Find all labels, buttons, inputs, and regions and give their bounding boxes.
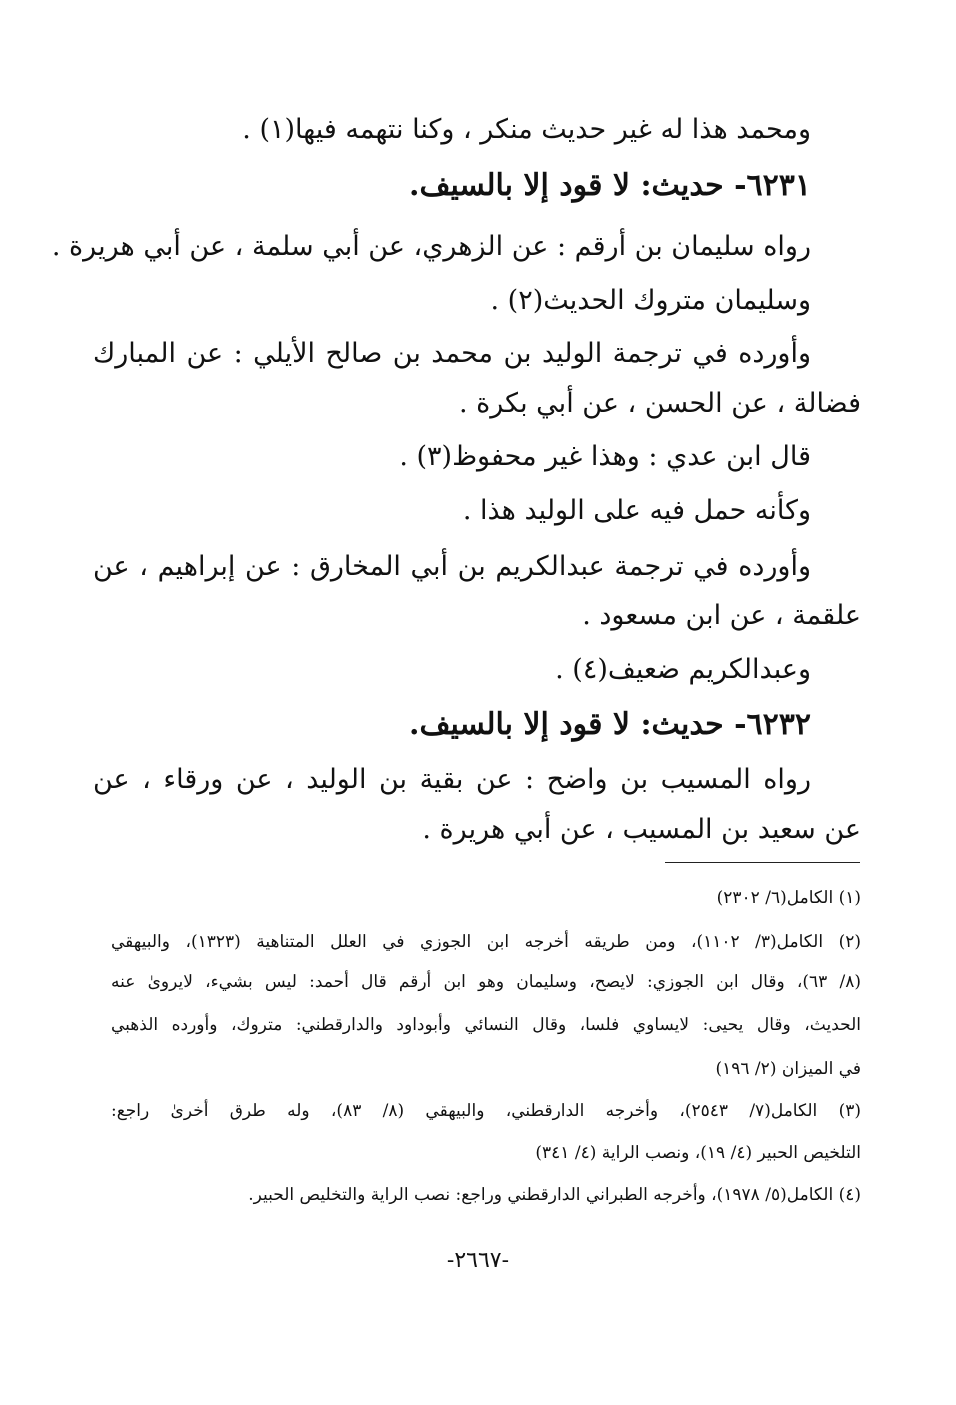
body-line: وسليمان متروك الحديث(٢) . — [490, 285, 811, 316]
body-line: وعبدالكريم ضعيف(٤) . — [555, 654, 811, 685]
body-line: وأورده في ترجمة الوليد بن محمد بن صالح الأيلي : عن المبارك — [93, 338, 811, 369]
footnote-line: (٨/ ٦٣)، وقال ابن الجوزي: لايصح، وسليمان وهو ابن أرقم قال أحمد: ليس بشيء، لايروىٰ عنه — [111, 972, 861, 992]
body-line: فضالة ، عن الحسن ، عن أبي بكرة . — [458, 388, 861, 419]
footnote-line: (١) الكامل(٦/ ٢٣٠٢) — [716, 888, 861, 908]
footnote-line: في الميزان (٢/ ١٩٦) — [715, 1059, 861, 1079]
body-line: علقمة ، عن ابن مسعود . — [582, 600, 861, 631]
footnote-line: (٢) الكامل(٣/ ١١٠٢)، ومن طريقه أخرجه ابن الجوزي في العلل المتناهية (١٣٢٣)، والبيهقي — [111, 932, 861, 952]
body-line: قال ابن عدي : وهذا غير محفوظ(٣) . — [399, 441, 811, 472]
page-number: -٢٦٦٧- — [446, 1248, 510, 1273]
body-line: رواه المسيب بن واضح : عن بقية بن الوليد ، عن ورقاء ، عن — [93, 764, 811, 795]
footnote-line: الحديث، وقال يحيى: لايساوي فلسا، وقال النسائي وأبوداود والدارقطني: متروك، وأورده الذهبي — [111, 1015, 861, 1035]
body-line: ومحمد هذا له غير حديث منكر ، وكنا نتهمه فيها(١) . — [242, 114, 811, 145]
hadith-heading: ٦٢٣١- حديث: لا قود إلا بالسيف. — [409, 168, 811, 203]
footnote-line: التلخيص الحبير (٤/ ١٩)، ونصب الراية (٤/ ٣٤١) — [535, 1143, 861, 1163]
body-line: وكأنه حمل فيه على الوليد هذا . — [462, 495, 811, 526]
body-line: وأورده في ترجمة عبدالكريم بن أبي المخارق : عن إبراهيم ، عن — [93, 551, 811, 582]
footnote-separator — [665, 862, 860, 863]
footnote-line: (٤) الكامل(٥/ ١٩٧٨)، وأخرجه الطبراني الدارقطني وراجع: نصب الراية والتخليص الحبير. — [248, 1185, 861, 1205]
body-line: رواه سليمان بن أرقم : عن الزهري، عن أبي سلمة ، عن أبي هريرة . — [51, 231, 811, 262]
footnote-line: (٣) الكامل(٧/ ٢٥٤٣)، وأخرجه الدارقطني، والبيهقي (٨/ ٨٣)، وله طرق أخرىٰ راجع: — [111, 1101, 861, 1121]
hadith-heading: ٦٢٣٢- حديث: لا قود إلا بالسيف. — [409, 707, 811, 742]
body-line: عن سعيد بن المسيب ، عن أبي هريرة . — [422, 814, 861, 845]
